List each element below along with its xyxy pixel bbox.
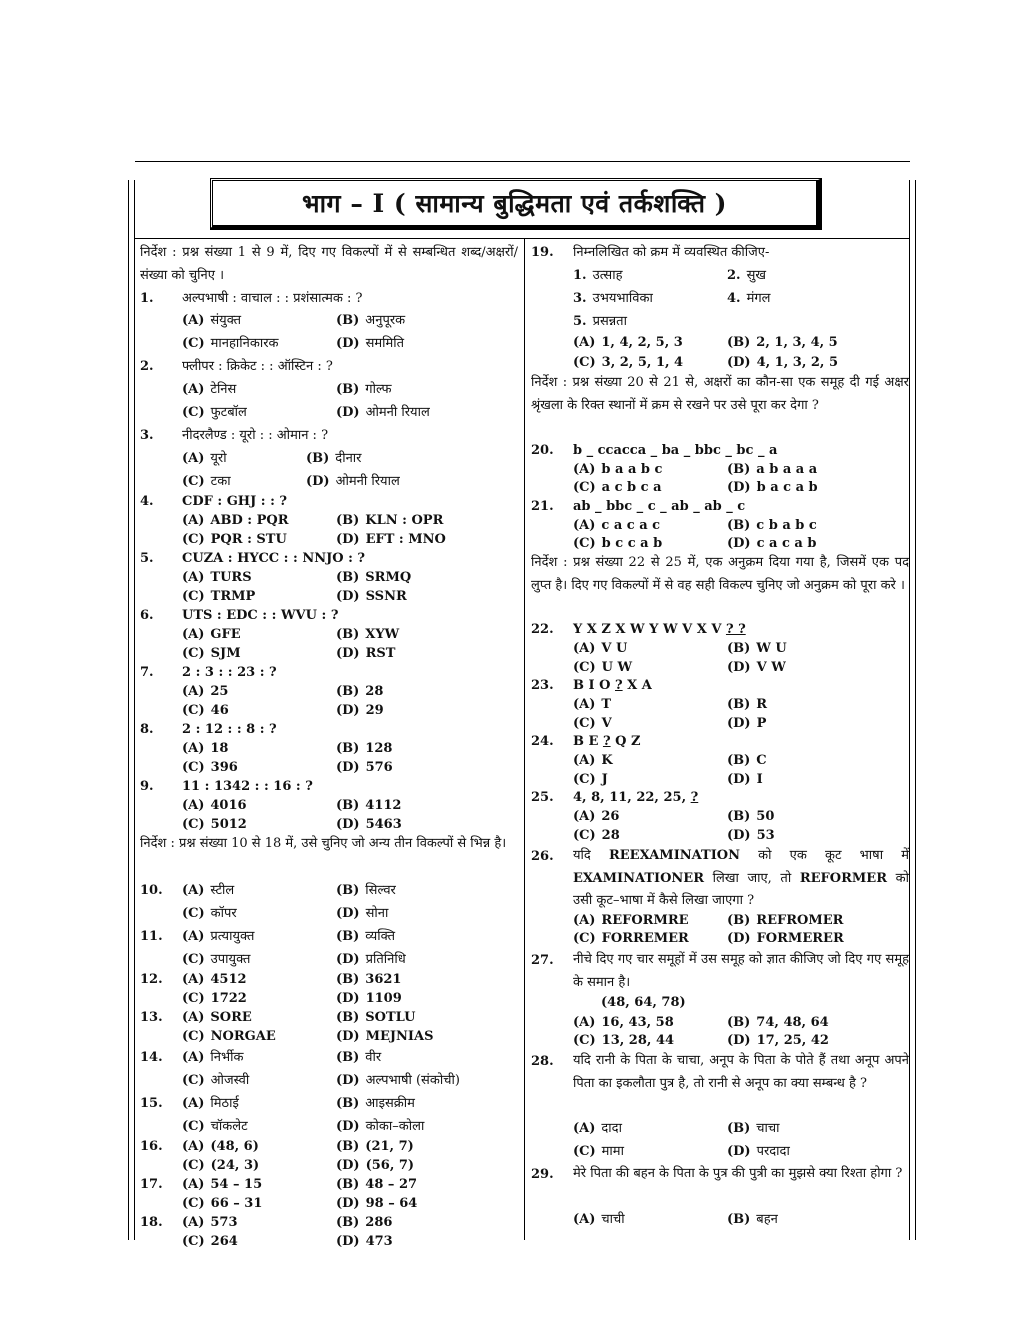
section-title: भाग – I ( सामान्य बुद्धिमता एवं तर्कशक्ति ) [302, 189, 727, 218]
option-b: (B) a b a a a [727, 462, 818, 477]
frame-right-outer [915, 180, 916, 1240]
option-c: (C) 28 [573, 828, 620, 843]
question-text: नीदरलैण्ड : यूरो : : ओमान : ? [182, 428, 329, 443]
question-text: फ्लीपर : क्रिकेट : : ऑस्टिन : ? [182, 359, 333, 374]
item-4: 4. मंगल [727, 291, 771, 306]
option-d: (D) V W [727, 660, 786, 675]
question-number: 20. [531, 443, 554, 458]
question-number: 28. [531, 1054, 554, 1069]
option-a: (A) संयुक्त [182, 313, 242, 328]
option-a: (A) c a c a c [573, 518, 661, 533]
option-b: (B) 3621 [336, 972, 402, 987]
option-c: (C) a c b c a [573, 480, 662, 495]
option-a: (A) T [573, 697, 612, 712]
question-number: 25. [531, 790, 554, 805]
question-26-text: यदि REEXAMINATION को एक कूट भाषा में EXAMINATIONER लिखा जाए, तो REFORMER को उसी कूट–भाषा में कैसे लिखा जाएगा ? [573, 848, 909, 908]
question-number: 15. [140, 1096, 163, 1111]
option-a: (A) ABD : PQR [182, 513, 289, 528]
item-3: 3. उभयभाविका [573, 291, 653, 306]
option-b: (B) 2, 1, 3, 4, 5 [727, 335, 838, 350]
option-b: (B) 28 [336, 684, 384, 699]
question-text: CDF : GHJ : : ? [182, 494, 288, 509]
option-a: (A) दादा [573, 1121, 622, 1136]
question-number: 6. [140, 608, 154, 623]
option-b: (B) c b a b c [727, 518, 817, 533]
option-b: (B) चाचा [727, 1121, 780, 1136]
option-b: (B) SRMQ [336, 570, 412, 585]
question-number: 8. [140, 722, 154, 737]
option-c: (C) 1722 [182, 991, 247, 1006]
question-28-text: यदि रानी के पिता के चाचा, अनूप के पिता के पोते हैं तथा अनूप अपने पिता का इकलौता पुत्र है, तो रानी से अनूप का क्या सम्बन्ध है ? [573, 1053, 909, 1091]
given-group-text: (48, 64, 78) [601, 995, 686, 1010]
frame-left-inner [134, 180, 135, 1240]
option-b: (B) वीर [336, 1050, 382, 1065]
option-d: (D) I [727, 772, 763, 787]
option-c: (C) (24, 3) [182, 1158, 260, 1173]
option-a: (A) 4512 [182, 972, 247, 987]
question-text: 2 : 3 : : 23 : ? [182, 665, 277, 680]
option-d: (D) 5463 [336, 817, 402, 832]
option-b: (B) SOTLU [336, 1010, 416, 1025]
option-c: (C) PQR : STU [182, 532, 287, 547]
option-c: (C) FORREMER [573, 931, 689, 946]
direction-1: निर्देश : प्रश्न संख्या 1 से 9 में, दिए गए विकल्पों में से सम्बन्धित शब्द/अक्षरों/संख्या को चुनिए । [140, 245, 518, 283]
option-c: (C) मानहानिकारक [182, 336, 279, 351]
header-rule [134, 238, 909, 239]
question-number: 12. [140, 972, 163, 987]
option-c: (C) कॉपर [182, 906, 237, 921]
option-b: (B) REFROMER [727, 913, 844, 928]
option-a: (A) 1, 4, 2, 5, 3 [573, 335, 683, 350]
option-b: (B) 50 [727, 809, 775, 824]
question-number: 13. [140, 1010, 163, 1025]
question-text: ab _ bbc _ c _ ab _ ab _ c [573, 499, 746, 514]
option-c: (C) b c c a b [573, 536, 663, 551]
question-number: 2. [140, 359, 154, 374]
option-d: (D) 1109 [336, 991, 402, 1006]
question-text: Y X Z X W Y W V X V ? ? [573, 622, 746, 637]
option-d: (D) परदादा [727, 1144, 790, 1159]
option-a: (A) मिठाई [182, 1096, 239, 1111]
option-d: (D) कोका–कोला [336, 1119, 425, 1134]
option-a: (A) V U [573, 641, 628, 656]
question-text: अल्पभाषी : वाचाल : : प्रशंसात्मक : ? [182, 291, 363, 306]
option-c: (C) 396 [182, 760, 238, 775]
question-number: 27. [531, 953, 554, 968]
option-c: (C) उपायुक्त [182, 952, 251, 967]
option-a: (A) 25 [182, 684, 229, 699]
top-rule [135, 161, 910, 162]
question-number: 1. [140, 291, 154, 306]
question-number: 17. [140, 1177, 163, 1192]
option-d: (D) ओमनी रियाल [336, 405, 430, 420]
option-d: (D) 53 [727, 828, 775, 843]
option-b: (B) R [727, 697, 768, 712]
option-b: (B) दीनार [306, 451, 362, 466]
option-c: (C) मामा [573, 1144, 624, 1159]
option-b: (B) आइसक्रीम [336, 1096, 415, 1111]
direction-4: निर्देश : प्रश्न संख्या 22 से 25 में, एक अनुक्रम दिया गया है, जिसमें एक पद लुप्त है। दिए गए विकल्पों में से वह सही विकल्प चुनिए जो अनुक्रम को पूरा करे । [531, 555, 909, 593]
question-number: 24. [531, 734, 554, 749]
item-2: 2. सुख [727, 268, 767, 283]
option-b: (B) KLN : OPR [336, 513, 444, 528]
question-number: 23. [531, 678, 554, 693]
question-number: 19. [531, 245, 554, 260]
option-a: (A) SORE [182, 1010, 252, 1025]
option-c: (C) NORGAE [182, 1029, 276, 1044]
option-c: (C) SJM [182, 646, 241, 661]
option-b: (B) (21, 7) [336, 1139, 414, 1154]
option-d: (D) 4, 1, 3, 2, 5 [727, 355, 839, 370]
option-a: (A) 26 [573, 809, 620, 824]
option-b: (B) सिल्वर [336, 883, 396, 898]
option-a: (A) प्रत्यायुक्त [182, 929, 255, 944]
question-number: 21. [531, 499, 554, 514]
option-d: (D) 17, 25, 42 [727, 1033, 829, 1048]
question-number: 4. [140, 494, 154, 509]
question-number: 10. [140, 883, 163, 898]
question-number: 18. [140, 1215, 163, 1230]
option-a: (A) यूरो [182, 451, 227, 466]
frame-left-outer [128, 180, 129, 1240]
question-text: CUZA : HYCC : : NNJO : ? [182, 551, 366, 566]
option-b: (B) बहन [727, 1212, 778, 1227]
frame-right-inner [909, 180, 910, 1240]
option-b: (B) XYW [336, 627, 400, 642]
option-c: (C) U W [573, 660, 633, 675]
question-number: 7. [140, 665, 154, 680]
option-a: (A) 573 [182, 1215, 238, 1230]
question-number: 3. [140, 428, 154, 443]
option-b: (B) 286 [336, 1215, 393, 1230]
option-b: (B) 74, 48, 64 [727, 1015, 829, 1030]
option-a: (A) b a a b c [573, 462, 663, 477]
question-number: 16. [140, 1139, 163, 1154]
option-c: (C) फुटबॉल [182, 405, 247, 420]
option-a: (A) TURS [182, 570, 252, 585]
question-text: b _ ccacca _ ba _ bbc _ bc _ a [573, 443, 778, 458]
question-text: निम्नलिखित को क्रम में व्यवस्थित कीजिए- [573, 245, 770, 260]
option-c: (C) 264 [182, 1234, 238, 1249]
option-d: (D) MEJNIAS [336, 1029, 434, 1044]
question-number: 9. [140, 779, 154, 794]
question-number: 5. [140, 551, 154, 566]
option-d: (D) P [727, 716, 767, 731]
option-a: (A) टेनिस [182, 382, 237, 397]
question-number: 29. [531, 1167, 554, 1182]
option-d: (D) 473 [336, 1234, 393, 1249]
option-b: (B) 4112 [336, 798, 402, 813]
option-b: (B) C [727, 753, 767, 768]
option-c: (C) टका [182, 474, 231, 489]
option-d: (D) RST [336, 646, 396, 661]
option-d: (D) 576 [336, 760, 393, 775]
section-title-box [210, 178, 822, 230]
option-d: (D) सोना [336, 906, 389, 921]
option-b: (B) W U [727, 641, 787, 656]
option-c: (C) 46 [182, 703, 229, 718]
option-d: (D) सममिति [336, 336, 405, 351]
question-text: 4, 8, 11, 22, 25, ? [573, 790, 699, 805]
option-b: (B) 48 – 27 [336, 1177, 418, 1192]
option-c: (C) V [573, 716, 612, 731]
option-a: (A) GFE [182, 627, 241, 642]
option-d: (D) (56, 7) [336, 1158, 415, 1173]
question-text: B I O ? X A [573, 678, 652, 693]
option-d: (D) b a c a b [727, 480, 818, 495]
item-5: 5. प्रसन्नता [573, 314, 627, 329]
option-d: (D) 29 [336, 703, 384, 718]
option-a: (A) K [573, 753, 613, 768]
option-a: (A) चाची [573, 1212, 625, 1227]
question-27-text: नीचे दिए गए चार समूहों में उस समूह को ज्ञात कीजिए जो दिए गए समूह के समान है। [573, 952, 909, 990]
option-c: (C) 5012 [182, 817, 247, 832]
option-c: (C) 66 – 31 [182, 1196, 263, 1211]
option-d: (D) ओमनी रियाल [306, 474, 400, 489]
column-divider [524, 238, 525, 1240]
question-text: 2 : 12 : : 8 : ? [182, 722, 277, 737]
option-b: (B) गोल्फ [336, 382, 392, 397]
option-d: (D) अल्पभाषी (संकोची) [336, 1073, 460, 1088]
option-a: (A) (48, 6) [182, 1139, 259, 1154]
direction-3: निर्देश : प्रश्न संख्या 20 से 21 से, अक्षरों का कौन-सा एक समूह दी गई अक्षर श्रृंखला के रिक्त स्थानों में क्रम से रखने पर उसे पूरा कर देगा ? [531, 375, 909, 413]
direction-2: निर्देश : प्रश्न संख्या 10 से 18 में, उसे चुनिए जो अन्य तीन विकल्पों से भिन्न है। [140, 836, 507, 851]
option-a: (A) 18 [182, 741, 229, 756]
question-text: B E ? Q Z [573, 734, 641, 749]
option-d: (D) 98 – 64 [336, 1196, 418, 1211]
option-d: (D) प्रतिनिधि [336, 952, 406, 967]
question-number: 22. [531, 622, 554, 637]
option-c: (C) TRMP [182, 589, 256, 604]
question-number: 11. [140, 929, 163, 944]
question-29-text: मेरे पिता की बहन के पिता के पुत्र की पुत्री का मुझसे क्या रिश्ता होगा ? [573, 1166, 903, 1181]
option-a: (A) स्टील [182, 883, 235, 898]
option-b: (B) 128 [336, 741, 393, 756]
option-b: (B) व्यक्ति [336, 929, 396, 944]
option-a: (A) 16, 43, 58 [573, 1015, 674, 1030]
option-c: (C) 3, 2, 5, 1, 4 [573, 355, 684, 370]
option-c: (C) चॉकलेट [182, 1119, 248, 1134]
question-number: 26. [531, 849, 554, 864]
option-c: (C) 13, 28, 44 [573, 1033, 675, 1048]
item-1: 1. उत्साह [573, 268, 623, 283]
option-a: (A) REFORMRE [573, 913, 689, 928]
question-text: 11 : 1342 : : 16 : ? [182, 779, 313, 794]
option-d: (D) c a c a b [727, 536, 817, 551]
option-d: (D) SSNR [336, 589, 407, 604]
option-c: (C) J [573, 772, 608, 787]
question-text: UTS : EDC : : WVU : ? [182, 608, 339, 623]
option-d: (D) EFT : MNO [336, 532, 446, 547]
option-c: (C) ओजस्वी [182, 1073, 250, 1088]
option-a: (A) 54 – 15 [182, 1177, 263, 1192]
option-b: (B) अनुपूरक [336, 313, 406, 328]
option-a: (A) 4016 [182, 798, 247, 813]
option-d: (D) FORMERER [727, 931, 844, 946]
option-a: (A) निर्भीक [182, 1050, 244, 1065]
question-number: 14. [140, 1050, 163, 1065]
